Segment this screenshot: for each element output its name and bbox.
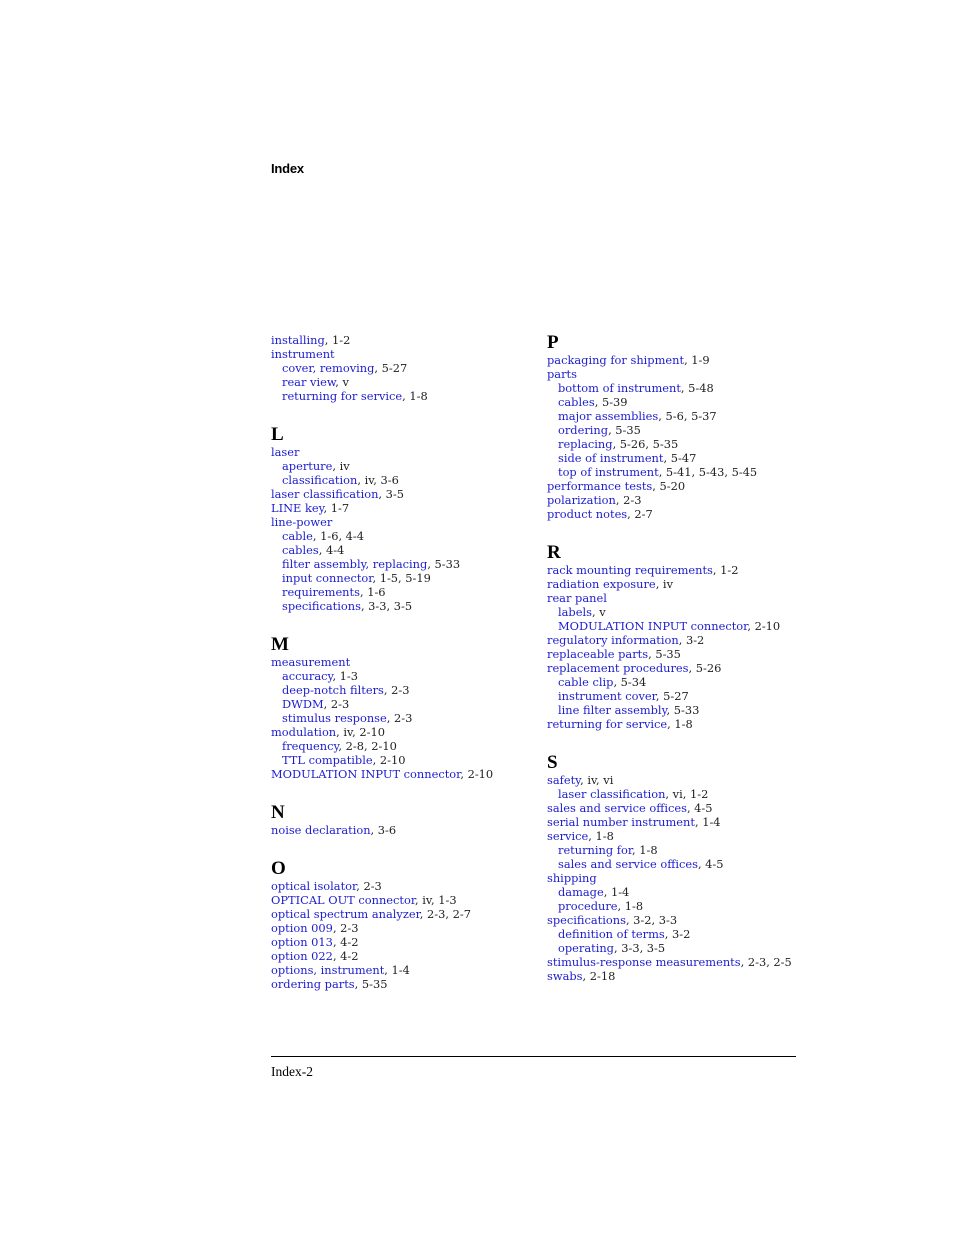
index-entry [547,871,807,885]
index-term-link[interactable]: MODULATION INPUT connector [558,619,748,633]
section-letter: R [547,542,561,563]
page-refs: , 5-26, 5-35 [612,437,679,451]
index-subentry [271,473,531,487]
index-subentry [271,711,531,725]
index-entry [547,815,807,829]
page-refs: , 4-2 [332,935,359,949]
index-subentry [547,451,807,465]
index-entry [271,907,531,921]
page-refs: , 1-8 [632,843,658,857]
index-term-link[interactable]: deep-notch filters [282,683,384,697]
index-subentry [271,669,531,683]
index-entry [547,773,807,787]
index-term-link[interactable]: regulatory information [547,633,679,647]
page-refs: , 5-35 [354,977,388,991]
index-subentry [547,465,807,479]
index-term-link[interactable]: sales and service offices [558,857,698,871]
index-term-link[interactable]: swabs [547,969,583,983]
index-subentry [547,787,807,801]
page-refs: , 3-3, 3-5 [360,599,413,613]
index-term-link[interactable]: OPTICAL OUT connector [271,893,416,907]
page-refs: , 2-10 [747,619,781,633]
index-subentry [547,927,807,941]
index-subentry [547,703,807,717]
index-term-link[interactable]: product notes [547,507,628,521]
page-refs: , 3-2 [678,633,705,647]
index-term-link[interactable]: option 009 [271,921,333,935]
index-subentry [547,395,807,409]
page-refs: , 1-6, 4-4 [312,529,365,543]
page-refs: , 1-8 [667,717,693,731]
page-refs: , 1-2 [712,563,739,577]
index-entry [547,913,807,927]
index-section [271,635,531,781]
index-entry [271,487,531,501]
page-refs: , 1-4 [384,963,410,977]
index-term-link[interactable]: laser classification [558,787,666,801]
page-refs: , 3-5 [378,487,405,501]
index-subentry [271,361,531,375]
index-term-link[interactable]: TTL compatible [282,753,373,767]
index-term-link[interactable]: operating [558,941,614,955]
page-refs: , 1-8 [402,389,428,403]
page-number: Index-2 [271,1064,313,1079]
index-entry [547,493,807,507]
page-refs: , 5-34 [613,675,647,689]
index-term-link[interactable]: instrument [271,347,335,361]
index-term-link[interactable]: serial number instrument [547,815,695,829]
page-refs: , 2-8, 2-10 [338,739,397,753]
page-refs: , 2-3, 2-7 [419,907,471,921]
index-entry [547,717,807,731]
index-subentry [271,375,531,389]
index-term-link[interactable]: sales and service offices [547,801,687,815]
index-term-link[interactable]: specifications [547,913,626,927]
index-term-link[interactable]: cover, removing [282,361,375,375]
index-entry [271,823,531,837]
index-subentry [271,557,531,571]
page-refs: , v [591,605,606,619]
index-entry [547,563,807,577]
page-refs: , 2-10 [460,767,494,781]
index-subentry [271,571,531,585]
running-header: Index [271,161,304,176]
index-entry [271,767,531,781]
index-entry [547,353,807,367]
index-term-link[interactable]: rear panel [547,591,607,605]
index-entry [271,333,531,347]
index-term-link[interactable]: returning for service [547,717,668,731]
index-subentry [271,585,531,599]
index-term-link[interactable]: accuracy [282,669,333,683]
index-entry [271,445,531,459]
page-refs: , v [335,375,349,389]
index-term-link[interactable]: line filter assembly [558,703,667,717]
index-term-link[interactable]: laser classification [271,487,379,501]
page-refs: , 5-20 [652,479,686,493]
index-term-link[interactable]: specifications [282,599,361,613]
index-column-left [271,333,531,1013]
index-term-link[interactable]: parts [547,367,577,381]
index-column-right [547,333,807,1005]
page-refs: , 5-6, 5-37 [658,409,717,423]
page-refs: , 5-39 [594,395,628,409]
index-term-link[interactable]: labels [558,605,592,619]
index-subentry [547,675,807,689]
page-refs: , iv, vi [580,773,614,787]
index-entry [547,661,807,675]
index-term-link[interactable]: instrument cover [558,689,656,703]
index-subentry [271,543,531,557]
index-subentry [271,599,531,613]
index-term-link[interactable]: replacing [558,437,613,451]
index-subentry [271,389,531,403]
page-refs: , 3-2, 3-3 [625,913,678,927]
page-refs: , 5-48 [680,381,714,395]
index-subentry [547,437,807,451]
page-refs: , 3-2 [664,927,691,941]
index-entry [547,633,807,647]
index-subentry [547,857,807,871]
index-term-link[interactable]: stimulus response [282,711,387,725]
page-refs: , 1-4 [694,815,721,829]
index-entry [271,949,531,963]
index-term-link[interactable]: definition of terms [558,927,665,941]
section-letter: N [271,802,285,823]
index-entry [547,829,807,843]
page-refs: , 4-2 [332,949,359,963]
index-subentry [271,697,531,711]
index-term-link[interactable]: procedure [558,899,618,913]
page-refs: , 5-41, 5-43, 5-45 [658,465,758,479]
page-refs: , 1-2 [324,333,351,347]
section-letter: S [547,752,558,773]
page-refs: , iv [655,577,674,591]
index-term-link[interactable]: stimulus-response measurements [547,955,741,969]
index-subentry [547,619,807,633]
index-section [547,333,807,521]
index-term-link[interactable]: ordering [558,423,609,437]
index-term-link[interactable]: optical spectrum analyzer [271,907,420,921]
page-refs: , iv, 3-6 [357,473,399,487]
index-entry [271,977,531,991]
index-section [271,425,531,613]
index-entry [271,515,531,529]
index-term-link[interactable]: performance tests [547,479,653,493]
page-refs: , 1-5, 5-19 [372,571,431,585]
index-term-link[interactable]: polarization [547,493,616,507]
section-letter: O [271,858,286,879]
index-subentry [547,899,807,913]
index-term-link[interactable]: option 013 [271,935,333,949]
index-term-link[interactable]: measurement [271,655,351,669]
index-entry [547,955,807,969]
page-refs: , iv [332,459,350,473]
page-refs: , vi, 1-2 [665,787,709,801]
footer-rule [271,1056,796,1057]
section-letter: L [271,424,284,445]
index-term-link[interactable]: installing [271,333,325,347]
index-term-link[interactable]: side of instrument [558,451,664,465]
index-entry [271,893,531,907]
section-letter: P [547,332,559,353]
index-term-link[interactable]: input connector [282,571,373,585]
index-term-link[interactable]: damage [558,885,604,899]
page-refs: , 2-7 [627,507,653,521]
index-subentry [547,843,807,857]
page-refs: , 2-3, 2-5 [740,955,792,969]
index-entry [547,801,807,815]
index-term-link[interactable]: cables [282,543,319,557]
index-subentry [547,409,807,423]
index-term-link[interactable]: rack mounting requirements [547,563,713,577]
index-section [271,333,531,403]
index-entry [547,507,807,521]
page-refs: , 2-10 [372,753,406,767]
index-term-link[interactable]: radiation exposure [547,577,656,591]
index-term-link[interactable]: shipping [547,871,597,885]
section-letter: M [271,634,289,655]
page-refs: , 1-3 [332,669,359,683]
index-term-link[interactable]: replacement procedures [547,661,689,675]
index-term-link[interactable]: line-power [271,515,333,529]
index-term-link[interactable]: packaging for shipment [547,353,685,367]
page-refs: , 1-7 [323,501,350,515]
index-subentry [271,459,531,473]
index-term-link[interactable]: laser [271,445,300,459]
index-subentry [547,423,807,437]
index-term-link[interactable]: requirements [282,585,360,599]
index-term-link[interactable]: frequency [282,739,339,753]
page-refs: , 4-5 [697,857,724,871]
page-refs: , 4-5 [686,801,713,815]
page-refs: , 1-8 [617,899,644,913]
index-term-link[interactable]: returning for service [282,389,403,403]
index-term-link[interactable]: aperture [282,459,333,473]
index-subentry [547,381,807,395]
index-entry [271,879,531,893]
page-refs: , 1-4 [603,885,630,899]
index-term-link[interactable]: option 022 [271,949,333,963]
page-refs: , 5-26 [688,661,722,675]
index-term-link[interactable]: DWDM [282,697,324,711]
index-term-link[interactable]: classification [282,473,358,487]
index-entry [547,647,807,661]
page-refs: , iv, 2-10 [336,725,385,739]
index-term-link[interactable]: MODULATION INPUT connector [271,767,461,781]
index-subentry [271,529,531,543]
page-refs: , iv, 1-3 [415,893,457,907]
index-term-link[interactable]: filter assembly, replacing [282,557,428,571]
index-term-link[interactable]: cables [558,395,595,409]
index-entry [271,725,531,739]
page-refs: , 2-3 [383,683,410,697]
index-subentry [547,605,807,619]
page-refs: , 5-47 [663,451,697,465]
page-refs: , 2-18 [582,969,616,983]
index-entry [271,347,531,361]
page-refs: , 2-3 [386,711,413,725]
page-refs: , 5-35 [608,423,641,437]
index-entry [271,501,531,515]
page-refs: , 5-27 [374,361,408,375]
index-term-link[interactable]: replaceable parts [547,647,649,661]
index-term-link[interactable]: bottom of instrument [558,381,681,395]
index-subentry [271,683,531,697]
index-term-link[interactable]: noise declaration [271,823,371,837]
index-entry [547,367,807,381]
index-term-link[interactable]: optical isolator [271,879,357,893]
index-term-link[interactable]: major assemblies [558,409,659,423]
page-refs: , 1-6 [359,585,386,599]
page-refs: , 3-6 [370,823,397,837]
index-subentry [271,739,531,753]
page-refs: , 3-3, 3-5 [613,941,666,955]
page-refs: , 2-3 [323,697,350,711]
index-term-link[interactable]: rear view [282,375,336,389]
index-term-link[interactable]: cable clip [558,675,614,689]
index-section [271,803,531,837]
page-refs: , 4-4 [318,543,345,557]
page-refs: , 5-27 [655,689,689,703]
index-term-link[interactable]: safety [547,773,581,787]
index-term-link[interactable]: options, instrument [271,963,385,977]
page-refs: , 5-33 [427,557,461,571]
index-entry [271,935,531,949]
page-refs: , 1-8 [588,829,614,843]
index-entry [547,577,807,591]
index-entry [547,591,807,605]
index-entry [547,479,807,493]
index-term-link[interactable]: LINE key [271,501,324,515]
index-section [547,543,807,731]
index-subentry [547,941,807,955]
page-refs: , 2-3 [332,921,359,935]
index-subentry [547,689,807,703]
index-term-link[interactable]: top of instrument [558,465,659,479]
index-term-link[interactable]: cable [282,529,313,543]
page-refs: , 2-3 [356,879,382,893]
index-subentry [271,753,531,767]
index-section [271,859,531,991]
index-term-link[interactable]: modulation [271,725,337,739]
index-term-link[interactable]: ordering parts [271,977,355,991]
index-term-link[interactable]: returning for [558,843,633,857]
page-refs: , 5-35 [648,647,681,661]
page-refs: , 1-9 [684,353,710,367]
index-term-link[interactable]: service [547,829,589,843]
index-subentry [547,885,807,899]
page-refs: , 2-3 [615,493,642,507]
index-entry [271,921,531,935]
index-entry [271,963,531,977]
index-entry [271,655,531,669]
index-section [547,753,807,983]
page-refs: , 5-33 [666,703,700,717]
index-entry [547,969,807,983]
